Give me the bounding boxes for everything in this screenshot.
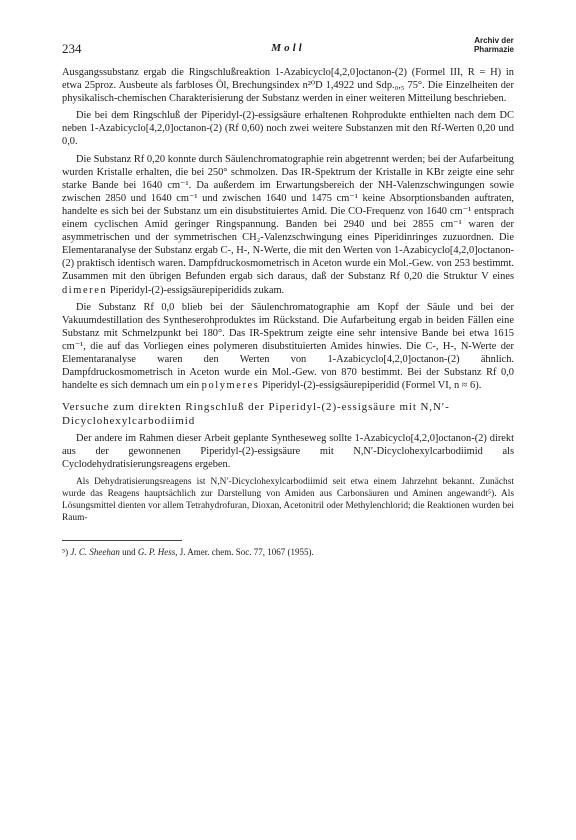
journal-name: [474, 36, 514, 54]
paragraph-4-text: Die Substanz Rf 0,0 blieb bei der Säulenchromatographie am Kopf der Säule und bei der Vakuumdestillation des Syntheserohproduktes im Rückstand. Die Aufarbeitung ergab in beiden Fällen eine Substanz mit Schmelzpunkt bei 180°. Das IR-Spektrum zeigte eine sehr intensive Bande bei etwa 1615 cm⁻¹, die auf das Vorliegen eines polymeren disubstituierten Amides hinwies. Die C-, H-, N-Werte der Elementaranalyse waren den Werten von 1-Azabicyclo[4,2,0]octanon-(2) ähnlich. Dampfdruckosmometrisch in Aceton wurde ein Mol.-Gew. von 870 bestimmt. Bei der Substanz Rf 0,0 handelte es sich demnach um ein: [62, 301, 514, 392]
paragraph-1: Ausgangssubstanz ergab die Ringschlußreaktion 1-Azabicyclo[4,2,0]octanon-(2) (Formel III, R = H) in etwa 25proz. Ausbeute als farbloses Öl, Brechungsindex n²⁰D 1,4922 und Sdp.₀,₅ 75°. Die Einzelheiten der physikalisch-chemischen Charakterisierung der Substanz werden in einer weiteren Mitteilung beschrieben.: [62, 67, 514, 105]
page-number: 234: [62, 41, 82, 56]
footnote-divider: [62, 540, 182, 541]
footnote-author-2: G. P. Hess,: [137, 547, 178, 558]
body-text: [62, 66, 514, 558]
paragraph-6: Als Dehydratisierungsreagens ist N,N′-Dicyclohexylcarbodiimid seit etwa einem Jahrzehnt bekannt. Zunächst wurde das Reagens hauptsächlich zur Darstellung von Amiden aus Carbonsäuren und Aminen angewandt⁵). Als Lösungsmittel dienten vor allem Tetrahydrofuran, Dioxan, Acetonitril oder Methylenchlorid; die Reaktionen wurden bei Raum-: [62, 476, 514, 524]
paragraph-4-end: Piperidyl-(2)-essigsäurepiperidid (Formel VI, n ≈ 6).: [261, 380, 482, 392]
paragraph-2: Die bei dem Ringschluß der Piperidyl-(2)-essigsäure erhaltenen Rohprodukte enthielten nach dem DC neben 1-Azabicyclo[4,2,0]octanon-(2) (Rf 0,60) noch zwei weitere Substanzen mit den Rf-Werten 0,20 und 0,0.: [62, 110, 514, 148]
journal-line-1: Archiv der: [474, 36, 514, 45]
running-head: Moll: [271, 42, 305, 54]
footnote-marker: ⁵): [62, 547, 69, 558]
paragraph-5: Der andere im Rahmen dieser Arbeit geplante Syntheseweg sollte 1-Azabicyclo[4,2,0]octanon-(2) direkt aus der gewonnenen Piperidyl-(2)-essigsäure mit N,N′-Dicyclohexylcarbodiimid als Cyclodehydratisierungsreagens ergeben.: [62, 433, 514, 471]
paragraph-3-text: Die Substanz Rf 0,20 konnte durch Säulenchromatographie rein abgetrennt werden; bei der Aufarbeitung wurden Kristalle erhalten, die bei 250° schmolzen. Das IR-Spektrum der Kristalle in KBr zeigte eine sehr starke Bande bei 1640 cm⁻¹. Da außerdem im Erwartungsbereich der NH-Valenzschwingungen sowie zwischen 2850 und 1640 cm⁻¹ und zwischen 1640 und 1475 cm⁻¹ keine Absorptionsbanden auftraten, handelte es sich bei der Substanz um ein disubstituiertes Amid. Die CO-Frequenz von 1640 cm⁻¹ entsprach einem cyclischen Amid geringer Ringspannung. Banden bei 2940 und bei 2855 cm⁻¹ waren der asymmetrischen und der symmetrischen CH₂-Valenzschwingung eines Piperidinringes zuzuordnen. Die Elementaranalyse der Substanz ergab C-, H-, N-Werte, die mit den Werten von 1-Azabicyclo[4,2,0]octanon-(2) praktisch identisch waren. Dampfdruckosmometrisch in Aceton wurde ein Mol.-Gew. von 253 bestimmt. Zusammen mit den übrigen Befunden ergab sich daraus, daß der Substanz Rf 0,20 die Struktur V eines: [62, 153, 514, 283]
journal-line-2: Pharmazie: [473, 45, 514, 54]
paragraph-4: [62, 301, 514, 393]
footnote-citation: J. Amer. chem. Soc. 77, 1067 (1955).: [179, 547, 314, 558]
footnote: [62, 546, 514, 558]
paragraph-3: [62, 153, 514, 297]
spaced-word-polymeres: polymeres: [201, 380, 260, 392]
spaced-word-dimeren: dimeren: [62, 284, 108, 296]
paragraph-3-end: Piperidyl-(2)-essigsäurepiperidids zukam.: [109, 284, 285, 296]
page-header: [62, 36, 514, 58]
footnote-author-1: J. C. Sheehan: [70, 547, 120, 558]
footnote-connector: und: [122, 547, 136, 558]
section-title: Versuche zum direkten Ringschluß der Piperidyl-(2)-essigsäure mit N,N′-Dicyclohexylcarbodiimid: [62, 401, 450, 428]
